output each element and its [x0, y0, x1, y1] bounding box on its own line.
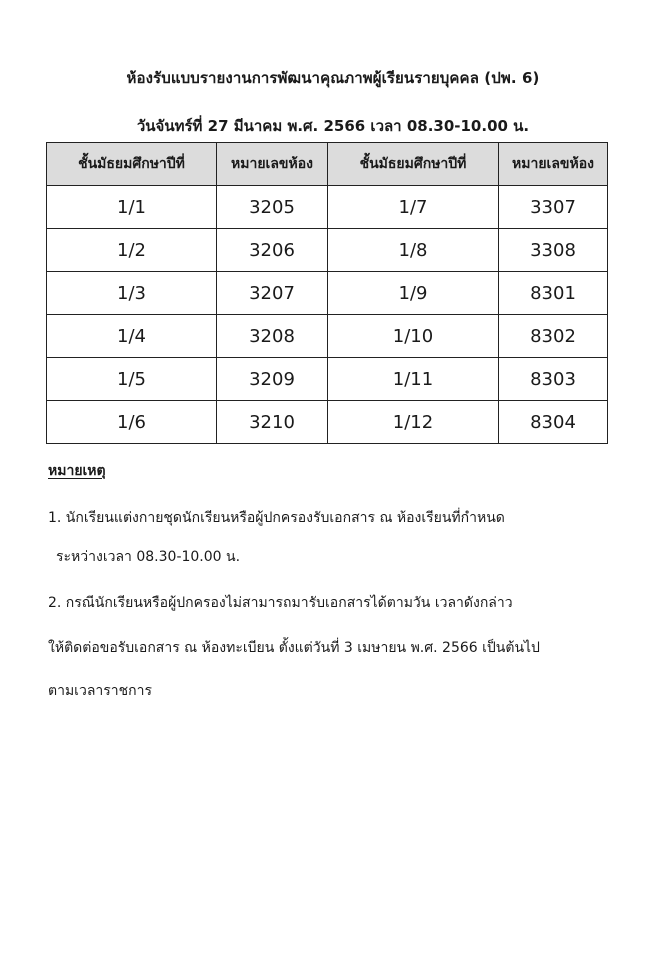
table-row [47, 186, 608, 229]
room-assignment-table [46, 142, 608, 444]
document-date-time: วันจันทร์ที่ 27 มีนาคม พ.ศ. 2566 เวลา 08.30-10.00 น. [136, 117, 530, 135]
grade-cell: 1/8 [328, 229, 499, 272]
table-row [47, 401, 608, 444]
note-line-2: ระหว่างเวลา 08.30-10.00 น. [56, 549, 241, 565]
table-row [47, 315, 608, 358]
note-line-5: ตามเวลาราชการ [48, 683, 153, 699]
header-grade-right: ชั้นมัธยมศึกษาปีที่ [328, 143, 499, 186]
header-room-right: หมายเลขห้อง [499, 143, 608, 186]
notes-heading: หมายเหตุ [48, 463, 106, 479]
grade-cell: 1/11 [328, 358, 499, 401]
room-cell: 8304 [499, 401, 608, 444]
grade-cell: 1/9 [328, 272, 499, 315]
room-cell: 3307 [499, 186, 608, 229]
room-cell: 3308 [499, 229, 608, 272]
grade-cell: 1/1 [47, 186, 217, 229]
grade-cell: 1/7 [328, 186, 499, 229]
room-cell: 3210 [217, 401, 328, 444]
room-cell: 3208 [217, 315, 328, 358]
table-header-row [47, 143, 608, 186]
grade-cell: 1/5 [47, 358, 217, 401]
room-cell: 8303 [499, 358, 608, 401]
room-cell: 8301 [499, 272, 608, 315]
grade-cell: 1/2 [47, 229, 217, 272]
grade-cell: 1/3 [47, 272, 217, 315]
room-cell: 3207 [217, 272, 328, 315]
room-cell: 3205 [217, 186, 328, 229]
header-room-left: หมายเลขห้อง [217, 143, 328, 186]
note-line-1: 1. นักเรียนแต่งกายชุดนักเรียนหรือผู้ปกครองรับเอกสาร ณ ห้องเรียนที่กำหนด [48, 510, 505, 526]
table-row [47, 272, 608, 315]
note-line-3: 2. กรณีนักเรียนหรือผู้ปกครองไม่สามารถมารับเอกสารได้ตามวัน เวลาดังกล่าว [48, 595, 513, 611]
grade-cell: 1/6 [47, 401, 217, 444]
grade-cell: 1/12 [328, 401, 499, 444]
room-cell: 8302 [499, 315, 608, 358]
room-cell: 3206 [217, 229, 328, 272]
table-row [47, 358, 608, 401]
document-title: ห้องรับแบบรายงานการพัฒนาคุณภาพผู้เรียนรายบุคคล (ปพ. 6) [126, 69, 540, 87]
header-grade-left: ชั้นมัธยมศึกษาปีที่ [47, 143, 217, 186]
grade-cell: 1/4 [47, 315, 217, 358]
grade-cell: 1/10 [328, 315, 499, 358]
room-cell: 3209 [217, 358, 328, 401]
table-row [47, 229, 608, 272]
note-line-4: ให้ติดต่อขอรับเอกสาร ณ ห้องทะเบียน ตั้งแต่วันที่ 3 เมษายน พ.ศ. 2566 เป็นต้นไป [48, 640, 540, 656]
